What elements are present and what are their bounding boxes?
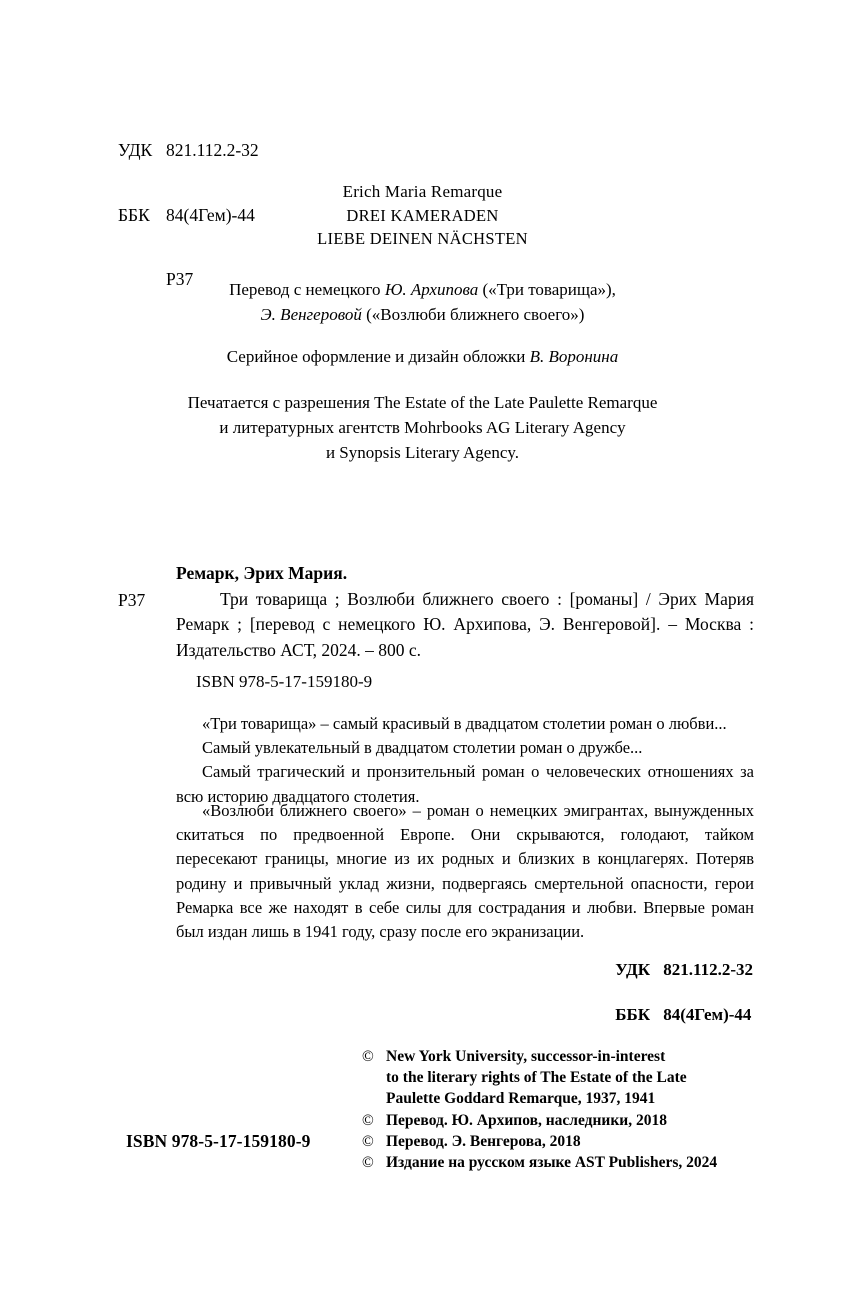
copyright-entry-1-cont-1	[362, 1067, 717, 1088]
translator-name-vengerova: Э. Венгеровой	[260, 305, 362, 324]
translator-name-arkhipov: Ю. Архипова	[384, 280, 479, 299]
copyright-entry-4-text: Издание на русском языке AST Publishers, 2024	[386, 1154, 718, 1172]
copyright-symbol-icon-3: ©	[362, 1132, 374, 1150]
annotation-1-line-2: Самый увлекательный в двадцатом столетии роман о дружбе...	[202, 738, 643, 758]
copyright-entry-1-cont-2	[362, 1088, 717, 1109]
bbk-row-bottom	[615, 1005, 751, 1024]
original-title-first: DREI KAMERADEN	[346, 206, 499, 225]
copyright-entry-1-line-3: Paulette Goddard Remarque, 1937, 1941	[386, 1090, 656, 1108]
copyright-symbol-icon-1: ©	[362, 1048, 374, 1065]
copyright-block	[362, 1046, 717, 1173]
author-name-latin: Erich Maria Remarque	[342, 182, 503, 201]
translation-prefix: Перевод с немецкого	[229, 280, 385, 299]
udk-label-top: УДК	[118, 140, 153, 160]
udk-row-bottom	[615, 960, 753, 979]
copyright-entry-1-line-2: to the literary rights of The Estate of the Late	[386, 1069, 687, 1087]
copyright-symbol-icon-4: ©	[362, 1154, 374, 1172]
permission-line-2: и литературных агентств Mohrbooks AG Literary Agency	[219, 418, 626, 437]
isbn-cataloging: ISBN 978-5-17-159180-9	[196, 672, 373, 691]
designer-name: В. Воронина	[529, 347, 619, 366]
original-title-second: LIEBE DEINEN NÄCHSTEN	[317, 229, 528, 248]
cataloging-block	[118, 561, 754, 663]
translation-credits	[0, 277, 845, 327]
bbk-value-top: 84(4Гем)-44	[166, 204, 255, 225]
permission-line-3: и Synopsis Literary Agency.	[325, 443, 520, 462]
cip-description: Три товарища ; Возлюби ближнего своего : [романы] / Эрих Мария Ремарк ; [перевод с немецкого Ю. Архипова, Э. Венгеровой]. – Москва : Издательство АСТ, 2024. – 800 с.	[176, 588, 754, 660]
bbk-value-bottom: 84(4Гем)-44	[663, 1004, 752, 1024]
copyright-entry-3-text: Перевод. Э. Венгерова, 2018	[386, 1132, 581, 1150]
shelf-mark-top: Р37	[166, 269, 194, 289]
udk-value-top: 821.112.2-32	[166, 140, 259, 160]
shelf-mark-cip: Р37	[118, 590, 146, 610]
design-credit-prefix: Серийное оформление и дизайн обложки	[226, 347, 530, 366]
copyright-entry-2-text: Перевод. Ю. Архипов, наследники, 2018	[386, 1111, 667, 1129]
annotation-2-text: «Возлюби ближнего своего» – роман о немецких эмигрантах, вынужденных скитаться по предвоенной Европе. Они скрываются, голодают, тайком пересекают границы, многие из их родных и близких в концлагерях. Потеряв родину и привычный уклад жизни, подвергаясь смертельной опасности, герои Ремарка все же находят в себе силы для сострадания и любви. Впервые роман был издан лишь в 1941 году, сразу после его экранизации.	[176, 801, 754, 942]
bbk-label-top: ББК	[118, 204, 150, 225]
original-title-block	[0, 180, 845, 250]
annotation-1-line-1: «Три товарища» – самый красивый в двадцатом столетии роман о любви...	[202, 714, 727, 733]
udk-value-bottom: 821.112.2-32	[663, 959, 753, 979]
cip-author-name: Ремарк, Эрих Мария.	[176, 563, 348, 583]
copyright-entry-1	[362, 1046, 717, 1067]
translation-work-2: («Возлюби ближнего своего»)	[361, 305, 585, 324]
udk-row-top	[118, 140, 259, 162]
translation-credit-line-2	[0, 302, 845, 327]
copyright-entry-3	[362, 1131, 717, 1152]
bottom-classification-codes	[598, 936, 753, 1049]
isbn-bottom: ISBN 978-5-17-159180-9	[126, 1131, 311, 1151]
permission-line-1: Печатается с разрешения The Estate of the Late Paulette Remarque	[187, 393, 658, 412]
copyright-entry-2	[362, 1110, 717, 1131]
publication-permission	[0, 390, 845, 465]
annotation-first-novel	[176, 712, 754, 809]
translation-credit-line-1	[0, 277, 845, 302]
copyright-symbol-icon-2: ©	[362, 1111, 374, 1129]
translation-work-1: («Три товарища»),	[478, 280, 616, 299]
copyright-entry-1-line-1: New York University, successor-in-interest	[386, 1048, 666, 1065]
design-credit	[0, 344, 845, 369]
annotation-second-novel	[176, 799, 754, 944]
bbk-label-bottom: ББК	[615, 1004, 651, 1024]
udk-label-bottom: УДК	[615, 959, 651, 979]
annotation-1-line-3: Самый трагический и пронзительный роман о человеческих отношениях за всю историю двадцатого столетия.	[176, 762, 754, 806]
copyright-entry-4	[362, 1152, 717, 1173]
